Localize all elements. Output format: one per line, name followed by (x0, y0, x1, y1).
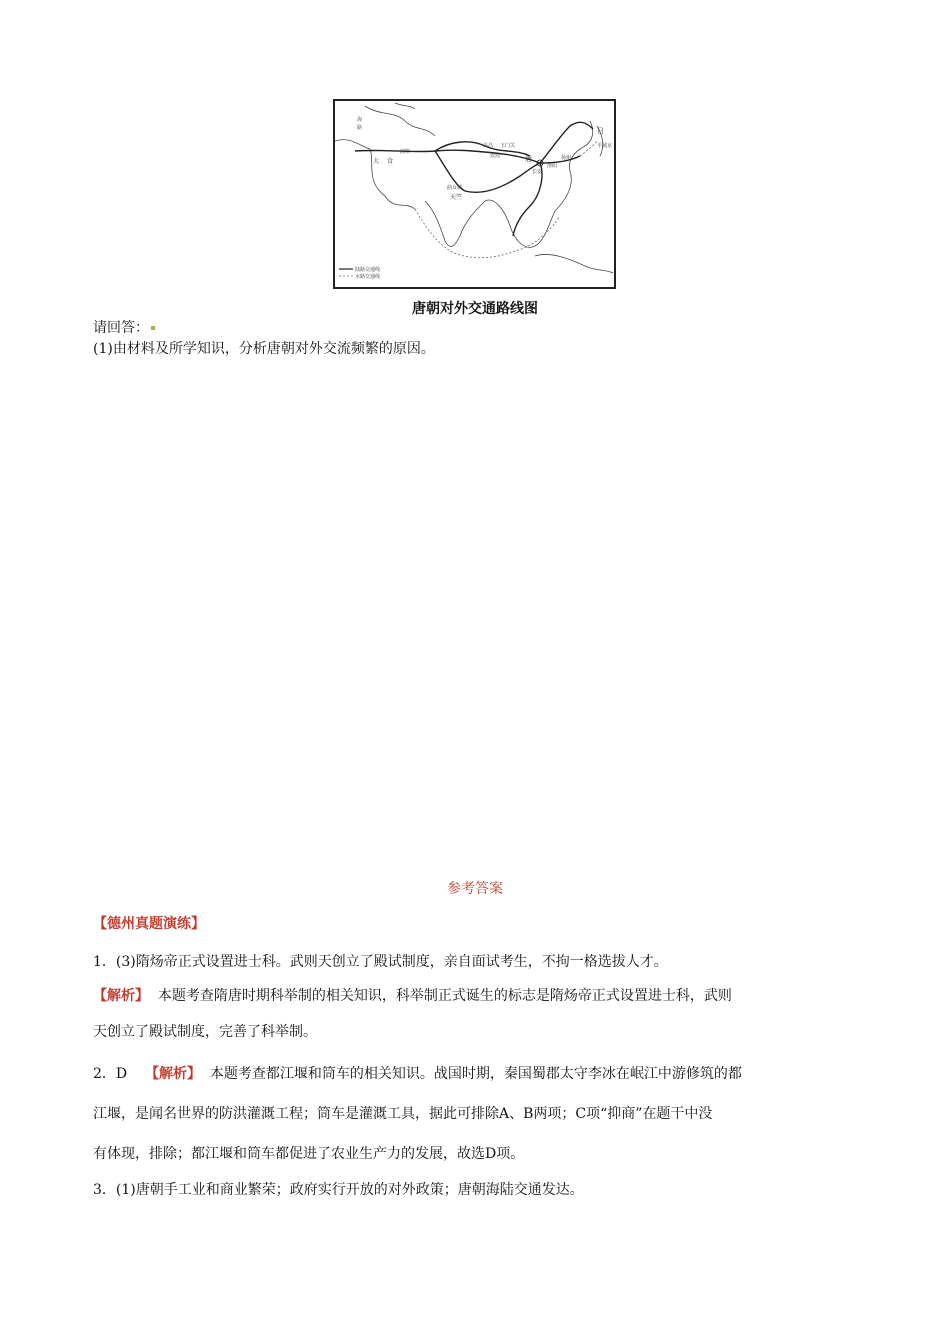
label-lu: 路 (357, 125, 363, 131)
coastline-islands (535, 254, 613, 273)
coastline-india (425, 201, 485, 246)
map-caption: 唐朝对外交通路线图 (412, 301, 538, 317)
label-changan: 长安 (532, 169, 543, 175)
label-shi: 食 (387, 158, 394, 165)
label-dunhuang: 敦煌 (490, 153, 501, 159)
label-tang: 唐 (525, 155, 532, 163)
legend-sea-label: 水路交通线 (355, 274, 381, 280)
question-prompt: 请回答： (93, 318, 155, 338)
label-gaochang: 高昌 (483, 143, 494, 149)
legend-land-label: 陆路交通线 (355, 267, 381, 273)
green-dot-icon (151, 326, 155, 330)
question-1: (1)由材料及所学知识，分析唐朝对外交流频繁的原因。 (93, 341, 435, 357)
answer-1-analysis-cont: 天创立了殿试制度，完善了科举制。 (93, 1024, 317, 1040)
sea-route-main (415, 209, 560, 258)
analysis-tag: 【解析】 (144, 1066, 201, 1082)
label-qunvcheng: 曲女城 (447, 185, 463, 191)
label-luoyang: 洛阳 (547, 163, 558, 169)
answer-1-analysis: 【解析】 本题考查隋唐时期科举制的相关知识，科举制正式诞生的标志是隋炀帝正式设置进士科，武则 (93, 988, 732, 1004)
map-drawing (335, 101, 614, 287)
answers-title: 参考答案 (447, 881, 503, 897)
coastline-china (555, 121, 593, 211)
label-tianzhu: 天竺 (450, 194, 463, 201)
label-hai: 海 (357, 117, 363, 123)
coastline-sea (395, 103, 415, 109)
analysis-tag: 【解析】 (93, 988, 149, 1004)
label-riben: 日 (597, 127, 604, 135)
land-route-east (540, 156, 580, 163)
section-heading: 【德州真题演练】 (93, 916, 205, 932)
answer-2-cont-2: 有体现，排除；都江堰和筒车都促进了农业生产力的发展，故选D项。 (93, 1146, 525, 1162)
answer-2-cont-1: 江堰，是闻名世界的防洪灌溉工程；筒车是灌溉工具，据此可排除A、B两项；C项“抑商”在题干中没 (93, 1106, 713, 1122)
label-bosi: 波斯 (400, 149, 411, 155)
label-da: 大 (373, 158, 380, 165)
label-yumenguan: 玉门关 (500, 143, 516, 149)
tang-route-map (333, 99, 616, 289)
coastline-indochina (485, 200, 555, 247)
map-legend (339, 266, 380, 280)
label-yangzhou: 扬州 (561, 155, 572, 161)
answer-2: 2．D 【解析】 本题考查都江堰和筒车的相关知识。战国时期，秦国蜀郡太守李冰在岷江中游修筑的都 (93, 1066, 742, 1082)
label-pingchengjing: 平城京 (597, 143, 613, 149)
answer-3: 3．(1)唐朝手工业和商业繁荣；政府实行开放的对外政策；唐朝海陆交通发达。 (93, 1182, 584, 1198)
answer-1: 1．(3)隋炀帝正式设置进士科。武则天创立了殿试制度，亲自面试考生，不拘一格选拔人才。 (93, 954, 668, 970)
coastline-north (365, 106, 435, 136)
